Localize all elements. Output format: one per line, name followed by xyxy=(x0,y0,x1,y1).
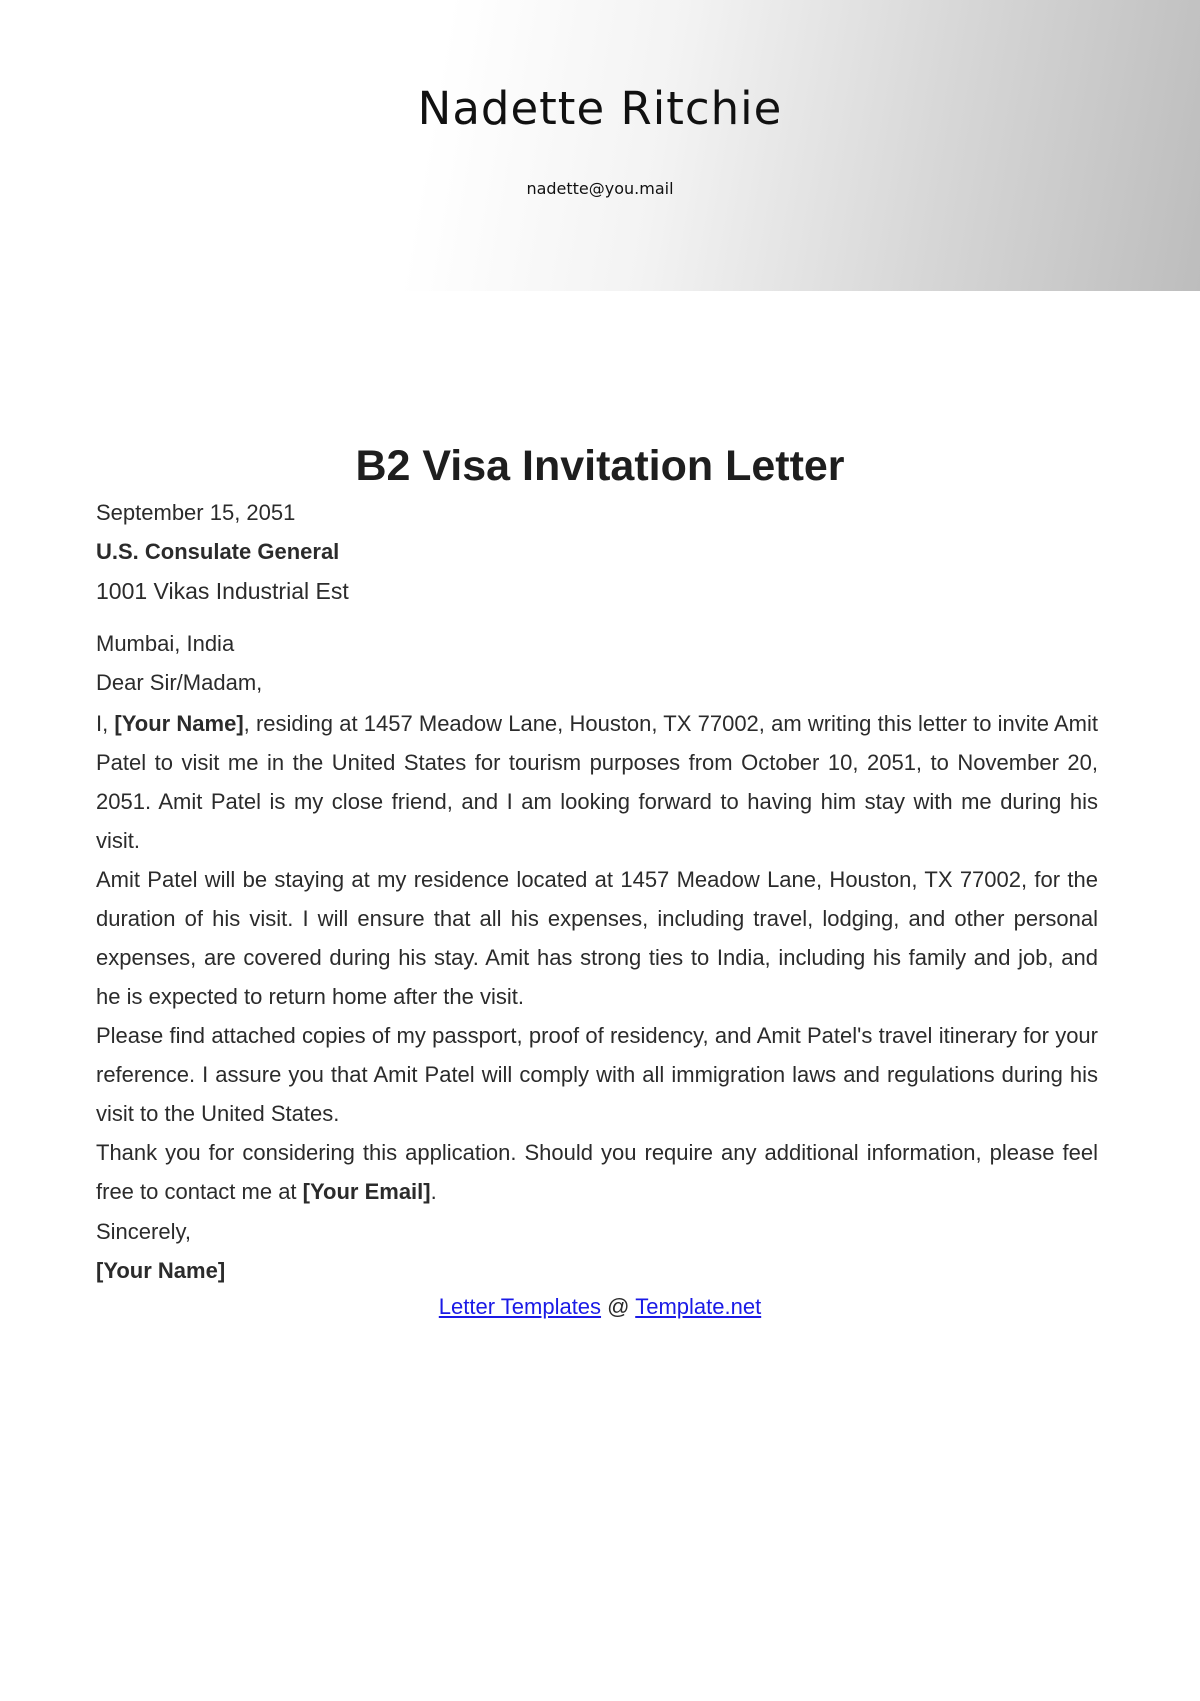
your-email-placeholder: [Your Email] xyxy=(302,1179,431,1204)
footer-separator: @ xyxy=(601,1294,636,1319)
paragraph-3: Please find attached copies of my passport, proof of residency, and Amit Patel's travel itinerary for your reference. I assure you that Amit Patel will comply with all immigration laws and regulations during his visit to the United States. xyxy=(96,1023,1098,1126)
paragraph-1 xyxy=(96,704,1098,860)
footer-credit xyxy=(0,1294,1200,1320)
template-net-link[interactable]: Template.net xyxy=(635,1294,762,1319)
recipient-address-line2: Mumbai, India xyxy=(96,631,235,656)
paragraph-4 xyxy=(96,1133,1098,1211)
recipient-address-line1: 1001 Vikas Industrial Est xyxy=(96,578,349,604)
letter-templates-link[interactable]: Letter Templates xyxy=(438,1294,602,1319)
paragraph-4-body: Thank you for considering this application. Should you require any additional information, please feel free to contact me at xyxy=(96,1140,1098,1204)
salutation: Dear Sir/Madam, xyxy=(96,670,263,695)
sender-email: nadette@you.mail xyxy=(526,179,674,198)
paragraph-1-body: , residing at 1457 Meadow Lane, Houston, TX 77002, am writing this letter to invite Amit Patel to visit me in the United States for tourism purposes from October 10, 2051, to November 20, 2051. Amit Patel is my close friend, and I am looking forward to having him stay with me during his visit. xyxy=(96,711,1098,853)
letter-date: September 15, 2051 xyxy=(96,500,296,525)
letter-title: B2 Visa Invitation Letter xyxy=(355,442,845,490)
sender-name: Nadette Ritchie xyxy=(417,82,783,135)
recipient-name: U.S. Consulate General xyxy=(96,539,340,564)
signature: [Your Name] xyxy=(96,1258,226,1283)
paragraph-2: Amit Patel will be staying at my residence located at 1457 Meadow Lane, Houston, TX 77002, for the duration of his visit. I will ensure that all his expenses, including travel, lodging, and other personal expenses, are covered during his stay. Amit has strong ties to India, including his family and job, and he is expected to return home after the visit. xyxy=(96,867,1098,1009)
paragraph-1-intro: I, xyxy=(96,711,115,736)
your-name-placeholder: [Your Name] xyxy=(114,711,244,736)
letterhead xyxy=(0,0,1200,291)
paragraph-4-end: . xyxy=(430,1179,437,1204)
closing: Sincerely, xyxy=(96,1219,191,1244)
